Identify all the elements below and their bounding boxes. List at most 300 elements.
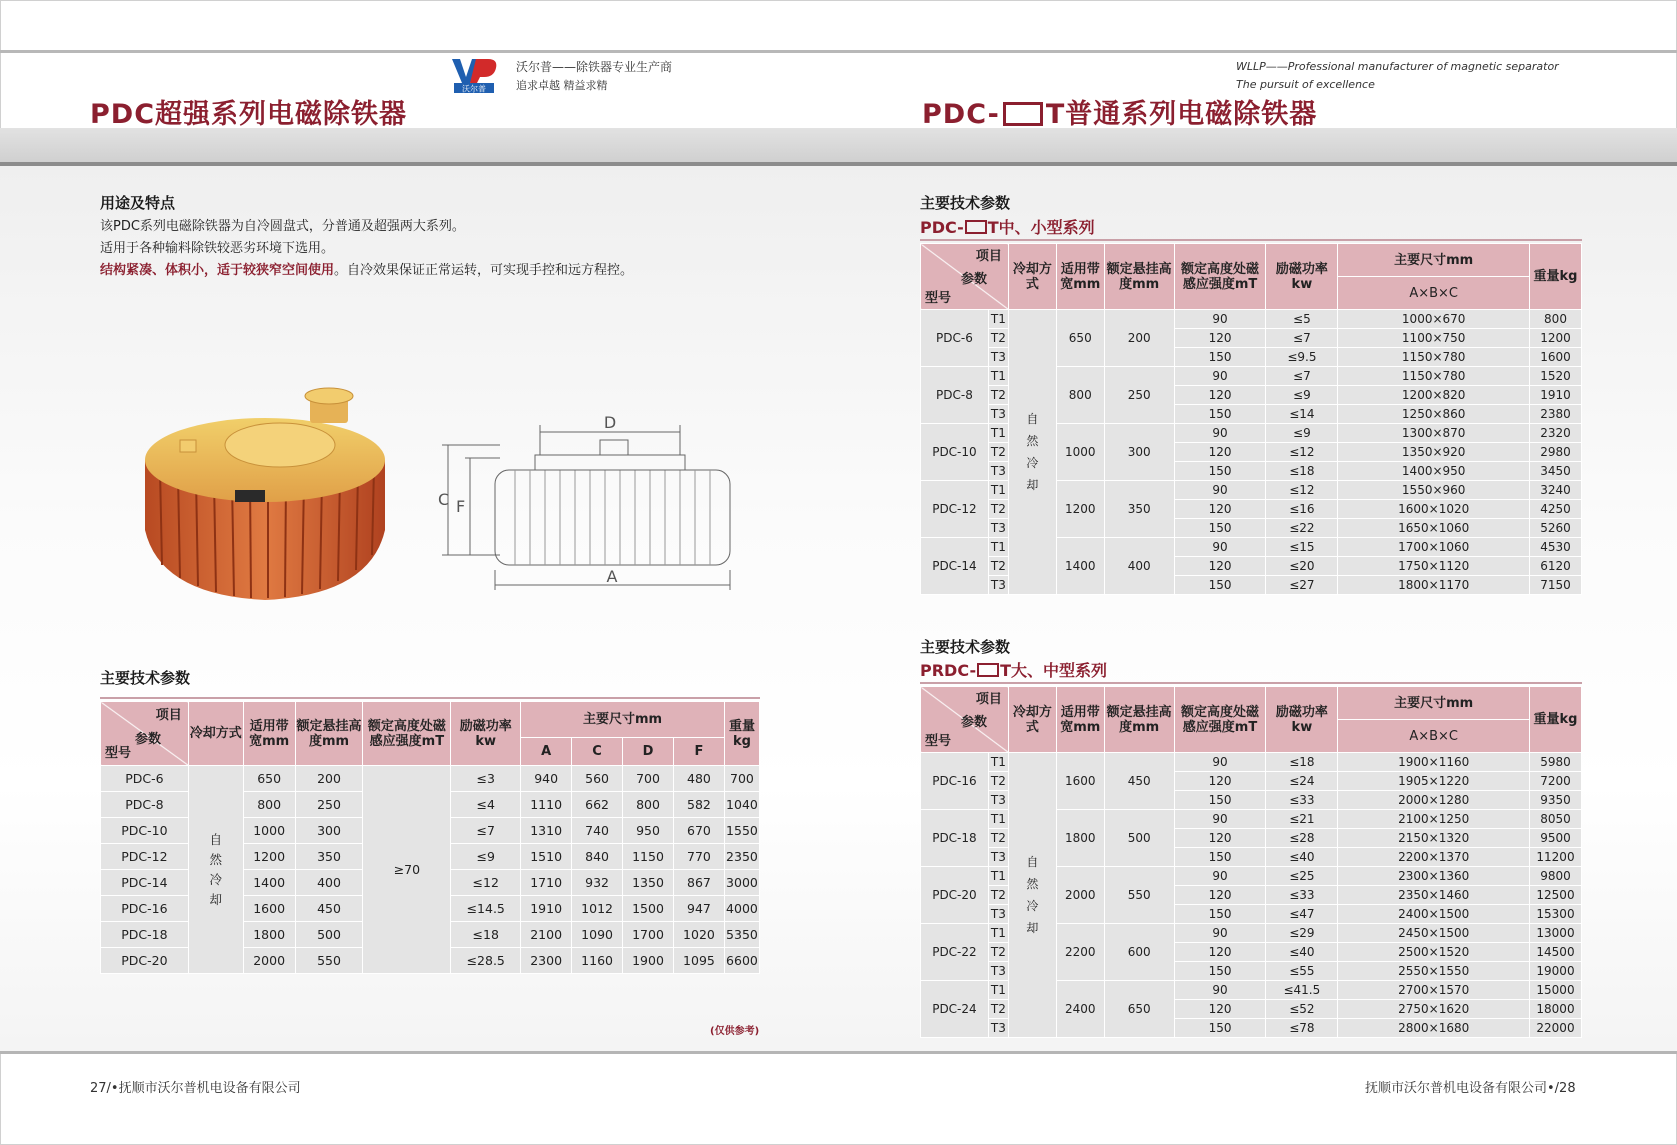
dim-a-cell: 2300	[521, 948, 572, 974]
power-cell: ≤18	[451, 922, 521, 948]
header-dims-sub: A×B×C	[1338, 720, 1530, 753]
desc-line-3	[100, 260, 780, 282]
power-cell: ≤29	[1266, 924, 1338, 943]
power-cell: ≤25	[1266, 867, 1338, 886]
usage-description	[100, 216, 780, 282]
header-dim-c: C	[572, 738, 623, 766]
right-subtitle-1: PDC- T中、小型系列	[920, 218, 1095, 237]
power-cell: ≤14	[1266, 405, 1338, 424]
variant-cell: T1	[988, 753, 1008, 772]
dim-c-cell: 662	[572, 792, 623, 818]
field-cell: 90	[1174, 481, 1266, 500]
header-power: 励磁功率kw	[1266, 687, 1338, 753]
field-cell: 90	[1174, 538, 1266, 557]
header-cooling: 冷却方式	[1008, 687, 1056, 753]
field-cell: 120	[1174, 886, 1266, 905]
header-height: 额定悬挂高度mm	[1104, 687, 1174, 753]
model-cell: PDC-18	[921, 810, 989, 867]
variant-cell: T2	[988, 386, 1008, 405]
model-cell: PDC-14	[921, 538, 989, 595]
right-table2-rule	[920, 682, 1582, 684]
header-height: 额定悬挂高度mm	[295, 702, 363, 766]
belt-cell: 1000	[243, 818, 295, 844]
height-cell: 200	[1104, 310, 1174, 367]
weight-cell: 4530	[1530, 538, 1582, 557]
power-cell: ≤3	[451, 766, 521, 792]
weight-cell: 2320	[1530, 424, 1582, 443]
power-cell: ≤33	[1266, 791, 1338, 810]
right-params-heading-1: 主要技术参数	[920, 194, 1011, 212]
belt-cell: 1200	[1056, 481, 1104, 538]
model-cell: PDC-16	[101, 896, 189, 922]
left-table-rule	[100, 697, 760, 699]
power-cell: ≤9.5	[1266, 348, 1338, 367]
dim-a-cell: 2100	[521, 922, 572, 948]
power-cell: ≤20	[1266, 557, 1338, 576]
dims-cell: 1700×1060	[1338, 538, 1530, 557]
height-cell: 550	[295, 948, 363, 974]
header-field: 额定高度处磁感应强度mT	[1174, 244, 1266, 310]
header-cooling: 冷却方式	[1008, 244, 1056, 310]
height-cell: 200	[295, 766, 363, 792]
table-row	[921, 310, 1582, 329]
power-cell: ≤7	[451, 818, 521, 844]
dim-a-cell: 1510	[521, 844, 572, 870]
dims-cell: 1350×920	[1338, 443, 1530, 462]
power-cell: ≤7	[1266, 329, 1338, 348]
title-band	[0, 128, 1677, 164]
dim-f-cell: 867	[673, 870, 724, 896]
header-weight: 重量kg	[1530, 687, 1582, 753]
height-cell: 350	[295, 844, 363, 870]
dim-f-cell: 670	[673, 818, 724, 844]
power-cell: ≤33	[1266, 886, 1338, 905]
variant-cell: T3	[988, 848, 1008, 867]
model-cell: PDC-10	[921, 424, 989, 481]
field-cell: 90	[1174, 753, 1266, 772]
dims-cell: 1550×960	[1338, 481, 1530, 500]
height-cell: 450	[295, 896, 363, 922]
field-cell: 150	[1174, 462, 1266, 481]
variant-cell: T2	[988, 557, 1008, 576]
logo-text: 沃尔普	[462, 84, 486, 94]
height-cell: 550	[1104, 867, 1174, 924]
power-cell: ≤14.5	[451, 896, 521, 922]
belt-cell: 1600	[243, 896, 295, 922]
usage-heading: 用途及特点	[100, 194, 176, 212]
header-dims-sub: A×B×C	[1338, 277, 1530, 310]
field-cell: 90	[1174, 424, 1266, 443]
dim-d-cell: 950	[623, 818, 674, 844]
right-page-title	[922, 92, 1317, 131]
dim-c-cell: 560	[572, 766, 623, 792]
dim-a-cell: 1110	[521, 792, 572, 818]
dims-cell: 1900×1160	[1338, 753, 1530, 772]
power-cell: ≤47	[1266, 905, 1338, 924]
field-cell: 90	[1174, 310, 1266, 329]
header-dim-a: A	[521, 738, 572, 766]
header-height: 额定悬挂高度mm	[1104, 244, 1174, 310]
dimension-drawing	[440, 410, 750, 595]
dim-d-cell: 1500	[623, 896, 674, 922]
header-cooling: 冷却方式	[188, 702, 243, 766]
power-cell: ≤4	[451, 792, 521, 818]
model-cell: PDC-24	[921, 981, 989, 1038]
variant-cell: T2	[988, 943, 1008, 962]
dim-c-cell: 740	[572, 818, 623, 844]
dims-cell: 2200×1370	[1338, 848, 1530, 867]
weight-cell: 700	[724, 766, 759, 792]
desc-emphasis: 结构紧凑、体积小，适于较狭窄空间使用	[100, 263, 335, 278]
field-cell: 120	[1174, 1000, 1266, 1019]
model-cell: PDC-14	[101, 870, 189, 896]
right-spec-table-small	[920, 243, 1582, 595]
height-cell: 300	[295, 818, 363, 844]
dim-c-cell: 840	[572, 844, 623, 870]
weight-cell: 5260	[1530, 519, 1582, 538]
power-cell: ≤28.5	[451, 948, 521, 974]
variant-cell: T1	[988, 867, 1008, 886]
dim-c-cell: 1090	[572, 922, 623, 948]
belt-cell: 1400	[243, 870, 295, 896]
variant-cell: T1	[988, 481, 1008, 500]
dims-cell: 1300×870	[1338, 424, 1530, 443]
weight-cell: 1550	[724, 818, 759, 844]
cooling-cell: 自 然 冷 却	[1008, 310, 1056, 595]
variant-cell: T3	[988, 576, 1008, 595]
company-logo	[450, 57, 498, 93]
model-cell: PDC-20	[921, 867, 989, 924]
field-cell: 150	[1174, 1019, 1266, 1038]
dim-a-cell: 1310	[521, 818, 572, 844]
field-cell: 150	[1174, 905, 1266, 924]
field-cell: 120	[1174, 329, 1266, 348]
variant-cell: T2	[988, 329, 1008, 348]
field-cell: 120	[1174, 500, 1266, 519]
weight-cell: 1200	[1530, 329, 1582, 348]
header-power: 励磁功率kw	[451, 702, 521, 766]
power-cell: ≤18	[1266, 753, 1338, 772]
right-table1-rule	[920, 239, 1582, 241]
model-cell: PDC-22	[921, 924, 989, 981]
height-cell: 300	[1104, 424, 1174, 481]
belt-cell: 1200	[243, 844, 295, 870]
field-cell: 120	[1174, 557, 1266, 576]
weight-cell: 4000	[724, 896, 759, 922]
header-dims: 主要尺寸mm	[1338, 687, 1530, 720]
variant-cell: T2	[988, 443, 1008, 462]
header-dim-d: D	[623, 738, 674, 766]
weight-cell: 15000	[1530, 981, 1582, 1000]
weight-cell: 6120	[1530, 557, 1582, 576]
variant-cell: T3	[988, 462, 1008, 481]
dims-cell: 1150×780	[1338, 348, 1530, 367]
top-rule	[0, 50, 1677, 53]
variant-cell: T2	[988, 772, 1008, 791]
variant-cell: T3	[988, 1019, 1008, 1038]
weight-cell: 11200	[1530, 848, 1582, 867]
height-cell: 600	[1104, 924, 1174, 981]
right-subtitle-2: PRDC- T大、中型系列	[920, 661, 1107, 680]
dims-cell: 1905×1220	[1338, 772, 1530, 791]
variant-cell: T3	[988, 905, 1008, 924]
header-company-en: WLLP——Professional manufacturer of magnetic separator	[1236, 60, 1559, 73]
weight-cell: 6600	[724, 948, 759, 974]
field-cell: 150	[1174, 848, 1266, 867]
weight-cell: 3000	[724, 870, 759, 896]
belt-cell: 2200	[1056, 924, 1104, 981]
height-cell: 250	[295, 792, 363, 818]
dims-cell: 1750×1120	[1338, 557, 1530, 576]
power-cell: ≤16	[1266, 500, 1338, 519]
dim-label-d: D	[603, 413, 617, 432]
weight-cell: 800	[1530, 310, 1582, 329]
weight-cell: 13000	[1530, 924, 1582, 943]
weight-cell: 18000	[1530, 1000, 1582, 1019]
right-title-prefix: PDC-	[922, 99, 1000, 130]
dim-d-cell: 700	[623, 766, 674, 792]
right-footer: 抚顺市沃尔普机电设备有限公司•/28	[1365, 1081, 1576, 1096]
weight-cell: 9800	[1530, 867, 1582, 886]
power-cell: ≤9	[451, 844, 521, 870]
power-cell: ≤40	[1266, 848, 1338, 867]
left-params-heading: 主要技术参数	[100, 669, 191, 687]
dims-cell: 2150×1320	[1338, 829, 1530, 848]
weight-cell: 19000	[1530, 962, 1582, 981]
dims-cell: 1400×950	[1338, 462, 1530, 481]
dim-c-cell: 932	[572, 870, 623, 896]
weight-cell: 8050	[1530, 810, 1582, 829]
dim-d-cell: 800	[623, 792, 674, 818]
dims-cell: 2750×1620	[1338, 1000, 1530, 1019]
weight-cell: 2350	[724, 844, 759, 870]
model-cell: PDC-12	[101, 844, 189, 870]
corner-header: 项目 参数 型号	[101, 702, 189, 766]
dim-f-cell: 1095	[673, 948, 724, 974]
belt-cell: 1600	[1056, 753, 1104, 810]
dim-a-cell: 940	[521, 766, 572, 792]
dim-d-cell: 1350	[623, 870, 674, 896]
footer-rule	[0, 1051, 1677, 1054]
variant-cell: T1	[988, 538, 1008, 557]
weight-cell: 15300	[1530, 905, 1582, 924]
height-cell: 650	[1104, 981, 1174, 1038]
weight-cell: 3450	[1530, 462, 1582, 481]
dims-cell: 2800×1680	[1338, 1019, 1530, 1038]
model-cell: PDC-8	[101, 792, 189, 818]
power-cell: ≤7	[1266, 367, 1338, 386]
header-dims: 主要尺寸mm	[1338, 244, 1530, 277]
dim-f-cell: 1020	[673, 922, 724, 948]
height-cell: 250	[1104, 367, 1174, 424]
header-dim-f: F	[673, 738, 724, 766]
dim-label-a: A	[606, 567, 618, 586]
field-cell: 90	[1174, 981, 1266, 1000]
power-cell: ≤28	[1266, 829, 1338, 848]
variant-cell: T1	[988, 981, 1008, 1000]
field-cell: 90	[1174, 367, 1266, 386]
field-cell: 120	[1174, 772, 1266, 791]
dims-cell: 2100×1250	[1338, 810, 1530, 829]
variant-cell: T2	[988, 1000, 1008, 1019]
model-cell: PDC-16	[921, 753, 989, 810]
header-belt: 适用带宽mm	[243, 702, 295, 766]
field-cell: 150	[1174, 576, 1266, 595]
field-cell: 150	[1174, 962, 1266, 981]
dim-f-cell: 480	[673, 766, 724, 792]
model-cell: PDC-12	[921, 481, 989, 538]
variant-cell: T2	[988, 886, 1008, 905]
height-cell: 500	[295, 922, 363, 948]
dims-cell: 1000×670	[1338, 310, 1530, 329]
dim-c-cell: 1160	[572, 948, 623, 974]
cooling-cell: 自 然 冷 却	[188, 766, 243, 974]
dims-cell: 1800×1170	[1338, 576, 1530, 595]
dims-cell: 2300×1360	[1338, 867, 1530, 886]
variant-cell: T1	[988, 310, 1008, 329]
field-cell: ≥70	[363, 766, 451, 974]
variant-cell: T2	[988, 500, 1008, 519]
height-cell: 400	[1104, 538, 1174, 595]
power-cell: ≤78	[1266, 1019, 1338, 1038]
dims-cell: 2350×1460	[1338, 886, 1530, 905]
dims-cell: 1650×1060	[1338, 519, 1530, 538]
weight-cell: 3240	[1530, 481, 1582, 500]
dim-label-c: C	[438, 490, 450, 509]
desc-rest: 。自冷效果保证正常运转，可实现手控和远方程控。	[334, 263, 634, 278]
model-cell: PDC-20	[101, 948, 189, 974]
variant-cell: T3	[988, 791, 1008, 810]
power-cell: ≤12	[451, 870, 521, 896]
dim-d-cell: 1900	[623, 948, 674, 974]
height-cell: 500	[1104, 810, 1174, 867]
desc-line-1: 该PDC系列电磁除铁器为自冷圆盘式，分普通及超强两大系列。	[100, 219, 465, 234]
header-weight: 重量kg	[724, 702, 759, 766]
dims-cell: 1200×820	[1338, 386, 1530, 405]
dims-cell: 2550×1550	[1338, 962, 1530, 981]
header-belt: 适用带宽mm	[1056, 244, 1104, 310]
variant-cell: T3	[988, 519, 1008, 538]
weight-cell: 2980	[1530, 443, 1582, 462]
height-cell: 450	[1104, 753, 1174, 810]
variant-cell: T1	[988, 367, 1008, 386]
dims-cell: 1600×1020	[1338, 500, 1530, 519]
dims-cell: 2700×1570	[1338, 981, 1530, 1000]
belt-cell: 800	[1056, 367, 1104, 424]
dim-d-cell: 1700	[623, 922, 674, 948]
right-spec-table-large	[920, 686, 1582, 1038]
weight-cell: 1910	[1530, 386, 1582, 405]
field-cell: 90	[1174, 924, 1266, 943]
header-field: 额定高度处磁感应强度mT	[1174, 687, 1266, 753]
height-cell: 350	[1104, 481, 1174, 538]
dims-cell: 2500×1520	[1338, 943, 1530, 962]
power-cell: ≤12	[1266, 443, 1338, 462]
field-cell: 120	[1174, 386, 1266, 405]
height-cell: 400	[295, 870, 363, 896]
belt-cell: 2400	[1056, 981, 1104, 1038]
field-cell: 150	[1174, 791, 1266, 810]
power-cell: ≤5	[1266, 310, 1338, 329]
model-cell: PDC-6	[101, 766, 189, 792]
dim-c-cell: 1012	[572, 896, 623, 922]
belt-cell: 1400	[1056, 538, 1104, 595]
variant-cell: T3	[988, 348, 1008, 367]
header-dims: 主要尺寸mm	[521, 702, 725, 738]
header-belt: 适用带宽mm	[1056, 687, 1104, 753]
dim-a-cell: 1710	[521, 870, 572, 896]
weight-cell: 4250	[1530, 500, 1582, 519]
left-spec-table	[100, 701, 760, 974]
blank-box	[1003, 102, 1043, 126]
weight-cell: 7200	[1530, 772, 1582, 791]
belt-cell: 1000	[1056, 424, 1104, 481]
power-cell: ≤9	[1266, 424, 1338, 443]
weight-cell: 12500	[1530, 886, 1582, 905]
field-cell: 90	[1174, 867, 1266, 886]
dims-cell: 2000×1280	[1338, 791, 1530, 810]
power-cell: ≤27	[1266, 576, 1338, 595]
belt-cell: 650	[243, 766, 295, 792]
belt-cell: 2000	[243, 948, 295, 974]
power-cell: ≤52	[1266, 1000, 1338, 1019]
header-slogan-en: The pursuit of excellence	[1236, 78, 1375, 91]
power-cell: ≤24	[1266, 772, 1338, 791]
power-cell: ≤21	[1266, 810, 1338, 829]
dim-f-cell: 582	[673, 792, 724, 818]
variant-cell: T3	[988, 962, 1008, 981]
weight-cell: 9500	[1530, 829, 1582, 848]
model-cell: PDC-8	[921, 367, 989, 424]
power-cell: ≤55	[1266, 962, 1338, 981]
power-cell: ≤12	[1266, 481, 1338, 500]
field-cell: 150	[1174, 405, 1266, 424]
cooling-cell: 自 然 冷 却	[1008, 753, 1056, 1038]
weight-cell: 7150	[1530, 576, 1582, 595]
power-cell: ≤22	[1266, 519, 1338, 538]
field-cell: 120	[1174, 829, 1266, 848]
header-weight: 重量kg	[1530, 244, 1582, 310]
header-power: 励磁功率kw	[1266, 244, 1338, 310]
power-cell: ≤15	[1266, 538, 1338, 557]
variant-cell: T1	[988, 924, 1008, 943]
weight-cell: 2380	[1530, 405, 1582, 424]
dims-cell: 2450×1500	[1338, 924, 1530, 943]
power-cell: ≤9	[1266, 386, 1338, 405]
model-cell: PDC-6	[921, 310, 989, 367]
dims-cell: 1150×780	[1338, 367, 1530, 386]
power-cell: ≤41.5	[1266, 981, 1338, 1000]
belt-cell: 2000	[1056, 867, 1104, 924]
field-cell: 120	[1174, 443, 1266, 462]
dim-f-cell: 947	[673, 896, 724, 922]
belt-cell: 800	[243, 792, 295, 818]
left-footer: 27/•抚顺市沃尔普机电设备有限公司	[90, 1081, 301, 1096]
variant-cell: T2	[988, 829, 1008, 848]
belt-cell: 1800	[1056, 810, 1104, 867]
weight-cell: 1040	[724, 792, 759, 818]
table-row	[921, 753, 1582, 772]
product-photo	[140, 390, 390, 610]
field-cell: 90	[1174, 810, 1266, 829]
header-company-cn: 沃尔普——除铁器专业生产商	[516, 60, 673, 74]
dim-label-f: F	[456, 497, 466, 516]
weight-cell: 5980	[1530, 753, 1582, 772]
power-cell: ≤40	[1266, 943, 1338, 962]
variant-cell: T3	[988, 405, 1008, 424]
weight-cell: 1520	[1530, 367, 1582, 386]
table-row	[101, 766, 760, 792]
